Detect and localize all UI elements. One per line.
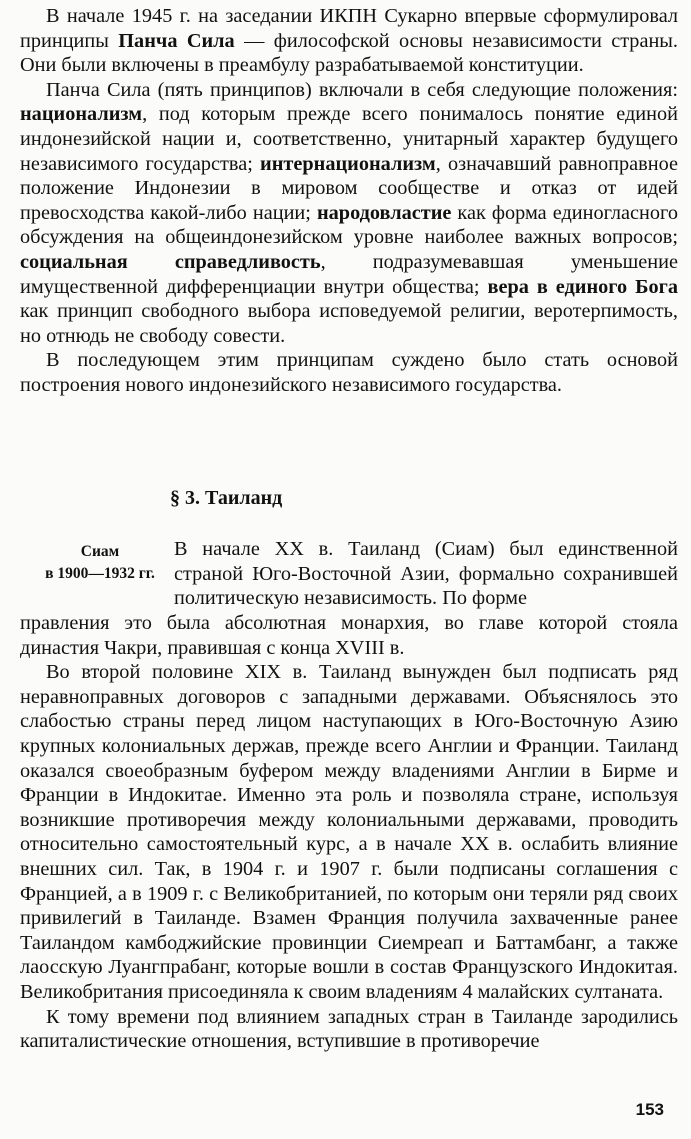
paragraph-siam-start: В начале XX в. Таиланд (Сиам) был единственной страной Юго-Восточной Азии, формально сохранившей политическую независимость. По форме (174, 538, 678, 610)
margin-note-period: в 1900—1932 гг. (45, 565, 155, 582)
text-run: В последующем этим принципам суждено было стать основой построения нового индонезийского независимого государства. (20, 349, 678, 396)
bold-term: национализм (20, 103, 143, 126)
text-run: , подразумевавшая уменьшение имущественной дифференциации внутри общества; (20, 250, 678, 298)
section-heading: § 3. Таиланд (170, 487, 283, 509)
margin-note (40, 541, 160, 585)
text-run: В начале 1945 г. на заседании ИКПН Сукарно впервые сформулировал принципы (20, 5, 678, 52)
text-run: — философской основы независимости страны. Они были включены в преамбулу разрабатываемой конституции. (20, 29, 679, 77)
text-run: как принцип свободного выбора исповедуемой религии, веротерпимость, но отнюдь не свободу совести. (20, 300, 678, 347)
page-number: 153 (635, 1100, 664, 1119)
paragraph-pancha-sila-future (20, 348, 678, 397)
bold-term: социальная справедливость (20, 250, 321, 273)
text-run: как форма единогласного обсуждения на общеиндонезийском уровне наиболее важных вопросов; (20, 201, 678, 249)
paragraph-capitalism: К тому времени под влиянием западных стран в Таиланде зародились капиталистические отношения, вступившие в противоречие (20, 1005, 678, 1053)
section-first-paragraph-start (174, 537, 678, 611)
paragraph-unequal-treaties: Во второй половине XIX в. Таиланд вынужден был подписать ряд неравноправных договоров с западными державами. Объяснялось это слабостью страны перед лицом наступающих в Юго-Восточную Азию крупных колониальных держав, прежде всего Англии и Франции. Таиланд оказался своеобразным буфером между владениями Англии в Бирме и Франции в Индокитае. Именно эта роль и позволяла стране, используя возникшие противоречия между колониальными державами, проводить относительно самостоятельный курс, а в начале XX в. ослабить влияние внешних сил. Так, в 1904 г. и 1907 г. были подписаны соглашения с Францией, а в 1909 г. с Великобританией, по которым они теряли ряд своих привилегий в Таиланде. Взамен Франция получила захваченные ранее Таиландом камбоджийские провинции Сиемреап и Баттамбанг, а также лаосскую Луангпрабанг, которые вошли в состав Французского Индокитая. Великобритания присоединяла к своим владениям 4 малайских султаната. (20, 661, 678, 1003)
margin-note-title: Сиам (80, 543, 120, 560)
text-run: , под которым прежде всего понималось понятие единой индонезийской нации и, соответственно, унитарный характер будущего независимого государства; (20, 103, 678, 175)
text-run: Панча Сила (пять принципов) включали в себя следующие положения: (46, 78, 678, 101)
text-run: , означавший равноправное положение Индонезии в мировом сообществе и отказ от идей превосходства какой-либо нации; (20, 152, 678, 224)
paragraph-pancha-sila-intro (20, 4, 678, 78)
section-body (20, 611, 678, 1054)
bold-term: вера в единого Бога (487, 275, 678, 298)
bold-term: интернационализм (260, 152, 436, 175)
paragraph-siam-continued: правления это была абсолютная монархия, во главе которой стояла династия Чакри, правившая с конца XVIII в. (20, 612, 678, 659)
bold-term: народовластие (316, 201, 452, 224)
bold-term: Панча Сила (118, 29, 235, 52)
paragraph-pancha-sila-principles (20, 78, 678, 349)
intro-block (20, 4, 678, 398)
